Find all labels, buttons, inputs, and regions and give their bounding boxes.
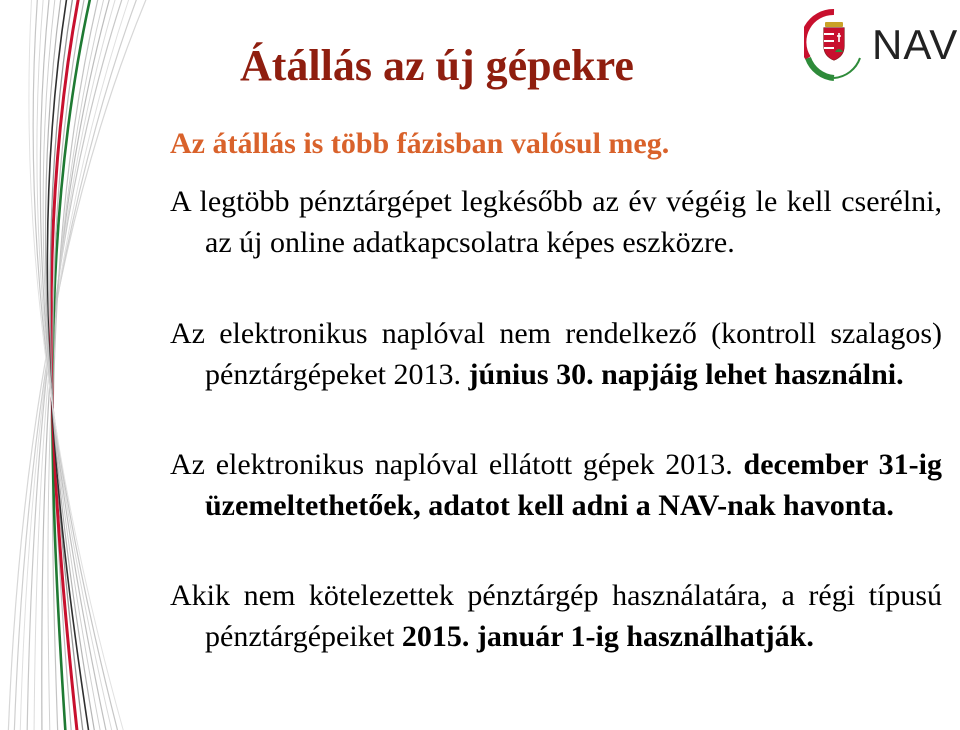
paragraph-replacement-deadline: [170, 181, 942, 263]
paragraph-emphasis: június 30. napjáig lehet használni.: [468, 358, 904, 391]
paragraph-text: Az elektronikus naplóval nem rendelkező (kontroll szalagos) pénztárgépeket 2013.: [170, 317, 942, 391]
paragraph-non-obligated-users: [170, 575, 942, 657]
paragraph-control-tape-machines: [170, 313, 942, 395]
slide-title: Átállás az új gépekre: [240, 41, 634, 90]
paragraph-text: A legtöbb pénztárgépet legkésőbb az év végéig le kell cserélni, az új online adatkapcsolatra képes eszközre.: [170, 185, 942, 259]
nav-logo: [804, 8, 959, 84]
paragraph-emphasis: december 31-ig üzemeltethetőek, adatot kell adni a NAV-nak havonta.: [205, 448, 942, 522]
slide-subtitle: Az átállás is több fázisban valósul meg.: [170, 127, 670, 160]
logo-text: NAV: [872, 21, 959, 68]
decorative-swoosh: [0, 0, 180, 730]
paragraph-text: Akik nem kötelezettek pénztárgép használatára, a régi típusú pénztárgépeiket: [170, 579, 942, 653]
hungarian-coat-of-arms-icon: [804, 8, 864, 84]
paragraph-emphasis: 2015. január 1-ig használhatják.: [401, 620, 814, 653]
paragraph-text: Az elektronikus naplóval ellátott gépek 2013.: [170, 448, 744, 481]
paragraph-electronic-journal-machines: [170, 444, 942, 526]
